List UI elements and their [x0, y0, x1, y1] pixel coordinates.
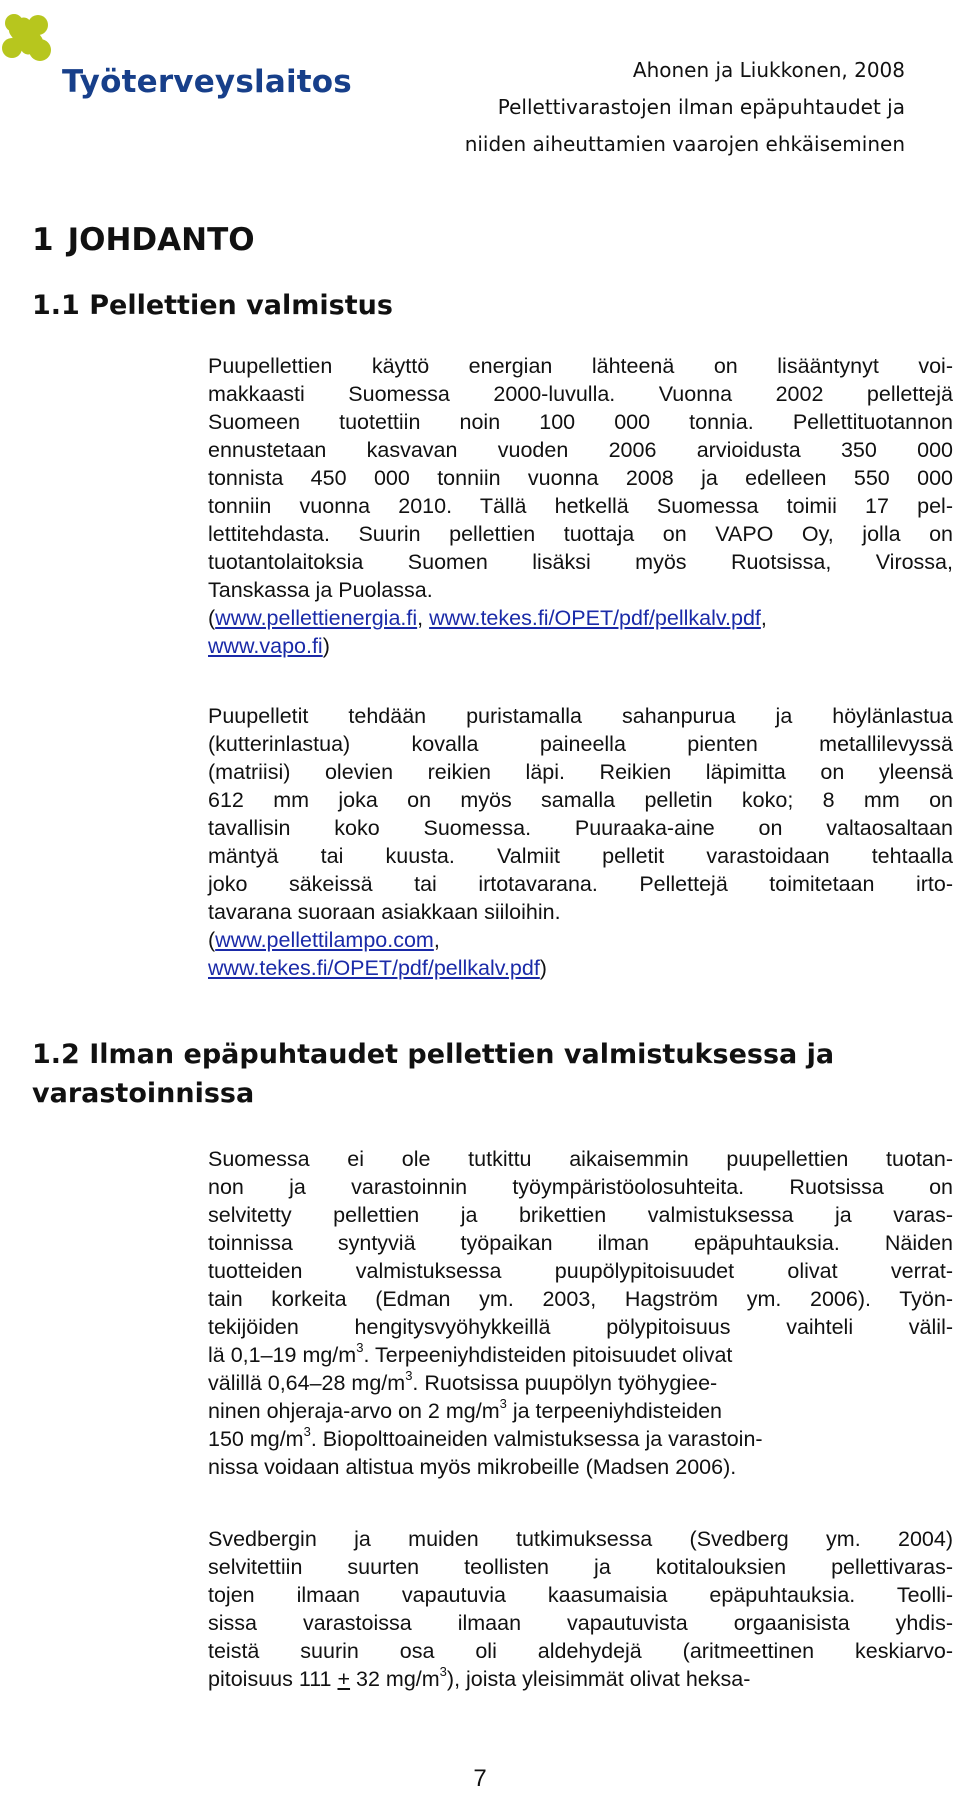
- text-line: tekijöiden hengitysvyöhykkeillä pölypitoisuus vaihteli välil-: [208, 1315, 953, 1339]
- logo-wordmark: Työterveyslaitos: [62, 64, 352, 100]
- text-line: [208, 1397, 953, 1425]
- text-line: Svedbergin ja muiden tutkimuksessa (Svedberg ym. 2004): [208, 1527, 953, 1551]
- text-line: Puupellettien käyttö energian lähteenä on lisääntynyt voi-: [208, 354, 953, 378]
- text-line: Suomeen tuotettiin noin 100 000 tonnia. Pellettituotannon: [208, 410, 953, 434]
- superscript: 3: [356, 1339, 364, 1355]
- text-line: sissa varastoissa ilmaan vapautuvista orgaanisista yhdis-: [208, 1611, 953, 1635]
- text-line: selvitetty pellettien ja brikettien valmistuksessa ja varas-: [208, 1203, 953, 1227]
- text-fragment: . Terpeeniyhdisteiden pitoisuudet olivat: [363, 1343, 733, 1367]
- reference-links-line: (www.pellettienergia.fi, www.tekes.fi/OPET/pdf/pellkalv.pdf,: [208, 606, 767, 630]
- text-line: [208, 1369, 953, 1397]
- text-line: selvitettiin suurten teollisten ja kotitalouksien pellettivaras-: [208, 1555, 953, 1579]
- text-line: [208, 1425, 953, 1453]
- text-fragment: ), joista yleisimmät olivat heksa-: [446, 1667, 751, 1691]
- text-line: Tanskassa ja Puolassa.: [208, 578, 433, 602]
- text-fragment: välillä 0,64–28 mg/m: [208, 1371, 406, 1395]
- text-line: tavarana suoraan asiakkaan siiloihin.: [208, 900, 561, 924]
- link-pellettilampo[interactable]: www.pellettilampo.com: [215, 928, 434, 952]
- paragraph-svedberg-study: [208, 1525, 953, 1693]
- header-title-line1: Pellettivarastojen ilman epäpuhtaudet ja: [497, 95, 905, 119]
- text-line: toinnissa syntyviä työpaikan ilman epäpuhtauksia. Näiden: [208, 1231, 953, 1255]
- text-line: tuotteiden valmistuksessa puupölypitoisuudet olivat verrat-: [208, 1259, 953, 1283]
- text-line: tonniin vuonna 2010. Tällä hetkellä Suomessa toimii 17 pel-: [208, 494, 953, 518]
- text-line: tojen ilmaan vapautuvia kaasumaisia epäpuhtauksia. Teolli-: [208, 1583, 953, 1607]
- running-header: [465, 52, 905, 163]
- tyoterveyslaitos-logo: [0, 10, 352, 100]
- text-line: tonnista 450 000 tonniin vuonna 2008 ja edelleen 550 000: [208, 466, 953, 490]
- superscript: 3: [303, 1423, 311, 1439]
- chapter-title: JOHDANTO: [67, 222, 255, 258]
- text-fragment: . Ruotsissa puupölyn työhygiee-: [412, 1371, 718, 1395]
- text-line: makkaasti Suomessa 2000-luvulla. Vuonna 2002 pellettejä: [208, 382, 953, 406]
- text-line: tuotantolaitoksia Suomen lisäksi myös Ruotsissa, Virossa,: [208, 550, 953, 574]
- text-line: nissa voidaan altistua myös mikrobeille (Madsen 2006).: [208, 1455, 737, 1479]
- text-line: Puupelletit tehdään puristamalla sahanpurua ja höylänlastua: [208, 704, 953, 728]
- link-vapo[interactable]: www.vapo.fi: [208, 634, 323, 658]
- paragraph-pellet-manufacturing: [208, 702, 953, 982]
- text-line: [208, 1341, 953, 1369]
- header-title-line2: niiden aiheuttamien vaarojen ehkäiseminen: [464, 132, 905, 156]
- text-line: (kutterinlastua) kovalla paineella pienten metallilevyssä: [208, 732, 953, 756]
- section-heading-1-1: 1.1 Pellettien valmistus: [32, 290, 393, 321]
- text-line: non ja varastoinnin työympäristöolosuhteita. Ruotsissa on: [208, 1175, 953, 1199]
- chapter-heading: [32, 222, 255, 258]
- text-fragment: lä 0,1–19 mg/m: [208, 1343, 357, 1367]
- text-line: lettitehdasta. Suurin pellettien tuottaja on VAPO Oy, jolla on: [208, 522, 953, 546]
- link-tekes-pellkalv[interactable]: www.tekes.fi/OPET/pdf/pellkalv.pdf: [429, 606, 761, 630]
- text-fragment: 150 mg/m: [208, 1427, 304, 1451]
- text-fragment: ninen ohjeraja-arvo on 2 mg/m: [208, 1399, 500, 1423]
- reference-links-line: www.vapo.fi): [208, 634, 330, 658]
- section-heading-1-2: [32, 1035, 834, 1113]
- text-line: 612 mm joka on myös samalla pelletin koko; 8 mm on: [208, 788, 953, 812]
- text-fragment: ja terpeeniyhdisteiden: [506, 1399, 722, 1423]
- header-authors: Ahonen ja Liukkonen, 2008: [632, 58, 905, 82]
- text-line: [208, 1665, 953, 1693]
- link-pellettienergia[interactable]: www.pellettienergia.fi: [215, 606, 418, 630]
- chapter-number: 1: [32, 222, 54, 258]
- text-line: Suomessa ei ole tutkittu aikaisemmin puupellettien tuotan-: [208, 1147, 953, 1171]
- text-line: mäntyä tai kuusta. Valmiit pelletit varastoidaan tehtaalla: [208, 844, 953, 868]
- text-line: (matriisi) olevien reikien läpi. Reikien läpimitta on yleensä: [208, 760, 953, 784]
- page-number: 7: [473, 1765, 487, 1792]
- superscript: 3: [499, 1395, 507, 1411]
- section-title-line: 1.2 Ilman epäpuhtaudet pellettien valmistuksessa ja: [32, 1039, 835, 1070]
- plus-minus-sign: +: [337, 1667, 351, 1691]
- superscript: 3: [439, 1663, 447, 1679]
- section-title-line: varastoinnissa: [32, 1078, 255, 1109]
- text-fragment: 32 mg/m: [350, 1667, 440, 1691]
- reference-links-line: www.tekes.fi/OPET/pdf/pellkalv.pdf): [208, 956, 547, 980]
- paragraph-air-impurities: [208, 1145, 953, 1481]
- link-tekes-pellkalv-2[interactable]: www.tekes.fi/OPET/pdf/pellkalv.pdf: [208, 956, 540, 980]
- text-line: ennustetaan kasvavan vuoden 2006 arvioidusta 350 000: [208, 438, 953, 462]
- text-fragment: pitoisuus 111: [208, 1667, 338, 1691]
- logo-mark-icon: [0, 10, 70, 80]
- text-line: tavallisin koko Suomessa. Puuraaka-aine on valtaosaltaan: [208, 816, 953, 840]
- paragraph-pellet-production: [208, 352, 953, 660]
- text-fragment: . Biopolttoaineiden valmistuksessa ja varastoin-: [310, 1427, 763, 1451]
- text-line: tain korkeita (Edman ym. 2003, Hagström ym. 2006). Työn-: [208, 1287, 953, 1311]
- text-line: teistä suurin osa oli aldehydejä (aritmeettinen keskiarvo-: [208, 1639, 953, 1663]
- text-line: joko säkeissä tai irtotavarana. Pellettejä toimitetaan irto-: [208, 872, 953, 896]
- reference-links-line: (www.pellettilampo.com,: [208, 928, 440, 952]
- superscript: 3: [405, 1367, 413, 1383]
